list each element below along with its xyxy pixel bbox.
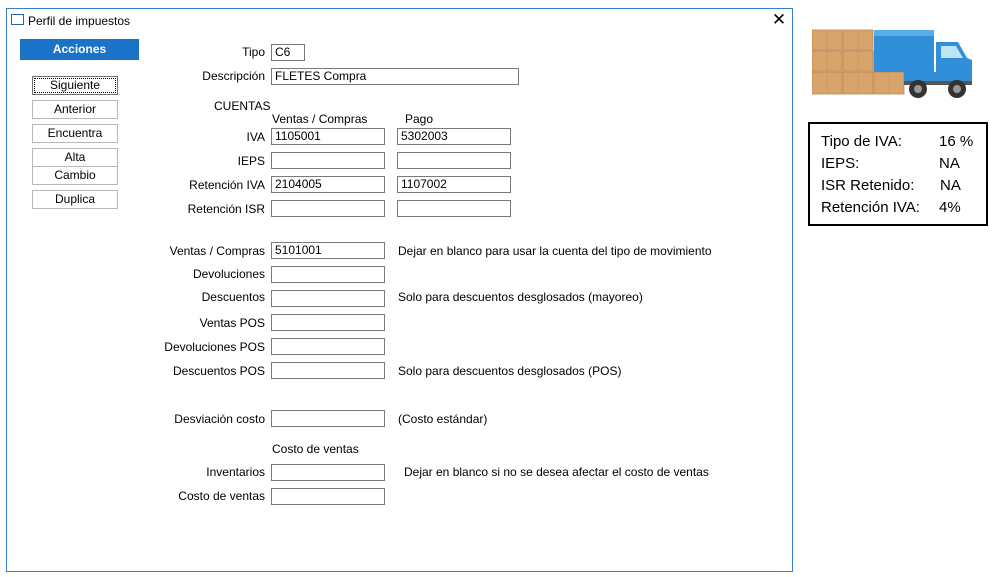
window-icon bbox=[11, 14, 24, 25]
descuentos-note: Solo para descuentos desglosados (mayoreo) bbox=[398, 290, 643, 304]
desviacion-label: Desviación costo bbox=[174, 412, 265, 426]
costo-ventas-header: Costo de ventas bbox=[272, 442, 359, 456]
descuentos-pos-label: Descuentos POS bbox=[172, 364, 265, 378]
retencion-isr-pago-input[interactable] bbox=[397, 200, 511, 217]
truck-image bbox=[812, 24, 974, 102]
info-ieps-label: IEPS: bbox=[821, 155, 860, 172]
ventas-compras-label: Ventas / Compras bbox=[169, 244, 265, 258]
costo-ventas-input[interactable] bbox=[271, 488, 385, 505]
retencion-iva-ventas-input[interactable]: 2104005 bbox=[271, 176, 385, 193]
devoluciones-pos-input[interactable] bbox=[271, 338, 385, 355]
tax-info-box bbox=[808, 122, 988, 226]
actions-header: Acciones bbox=[20, 39, 139, 60]
info-isr-value: NA bbox=[940, 177, 961, 194]
descuentos-pos-note: Solo para descuentos desglosados (POS) bbox=[398, 364, 622, 378]
next-button[interactable]: Siguiente bbox=[32, 76, 118, 95]
ventas-pos-label: Ventas POS bbox=[199, 316, 265, 330]
duplicate-button[interactable]: Duplica bbox=[32, 190, 118, 209]
info-tipo-iva-value: 16 % bbox=[939, 133, 974, 150]
descripcion-input[interactable]: FLETES Compra bbox=[271, 68, 519, 85]
descripcion-label: Descripción bbox=[202, 69, 265, 83]
desviacion-note: (Costo estándar) bbox=[398, 412, 488, 426]
change-button[interactable]: Cambio bbox=[32, 166, 118, 185]
ieps-pago-input[interactable] bbox=[397, 152, 511, 169]
inventarios-note: Dejar en blanco si no se desea afectar el costo de ventas bbox=[404, 465, 709, 479]
info-ieps-value: NA bbox=[939, 155, 960, 172]
add-button[interactable]: Alta bbox=[32, 148, 118, 167]
ventas-compras-input[interactable]: 5101001 bbox=[271, 242, 385, 259]
retencion-iva-pago-input[interactable]: 1107002 bbox=[397, 176, 511, 193]
retencion-isr-ventas-input[interactable] bbox=[271, 200, 385, 217]
inventarios-input[interactable] bbox=[271, 464, 385, 481]
retencion-isr-label: Retención ISR bbox=[187, 202, 265, 216]
costo-ventas-label: Costo de ventas bbox=[178, 489, 265, 503]
inventarios-label: Inventarios bbox=[206, 465, 265, 479]
cuentas-header: CUENTAS bbox=[214, 99, 271, 113]
ieps-ventas-input[interactable] bbox=[271, 152, 385, 169]
info-isr-label: ISR Retenido: bbox=[821, 177, 915, 194]
iva-label: IVA bbox=[246, 130, 265, 144]
close-icon[interactable]: ✕ bbox=[771, 10, 787, 29]
descuentos-input[interactable] bbox=[271, 290, 385, 307]
iva-ventas-input[interactable]: 1105001 bbox=[271, 128, 385, 145]
window-title: Perfil de impuestos bbox=[28, 14, 131, 28]
previous-button[interactable]: Anterior bbox=[32, 100, 118, 119]
desviacion-input[interactable] bbox=[271, 410, 385, 427]
ventas-pos-input[interactable] bbox=[271, 314, 385, 331]
col-ventas-compras: Ventas / Compras bbox=[272, 112, 368, 126]
info-retencion-iva-value: 4% bbox=[939, 199, 961, 216]
ieps-label: IEPS bbox=[237, 154, 265, 168]
iva-pago-input[interactable]: 5302003 bbox=[397, 128, 511, 145]
descuentos-label: Descuentos bbox=[201, 290, 265, 304]
find-button[interactable]: Encuentra bbox=[32, 124, 118, 143]
devoluciones-pos-label: Devoluciones POS bbox=[164, 340, 265, 354]
ventas-compras-note: Dejar en blanco para usar la cuenta del tipo de movimiento bbox=[398, 244, 712, 258]
devoluciones-label: Devoluciones bbox=[192, 267, 265, 281]
devoluciones-input[interactable] bbox=[271, 266, 385, 283]
tipo-input[interactable]: C6 bbox=[271, 44, 305, 61]
retencion-iva-label: Retención IVA bbox=[189, 178, 265, 192]
info-retencion-iva-label: Retención IVA: bbox=[821, 199, 920, 216]
descuentos-pos-input[interactable] bbox=[271, 362, 385, 379]
col-pago: Pago bbox=[405, 112, 434, 126]
info-tipo-iva-label: Tipo de IVA: bbox=[821, 133, 902, 150]
tax-profile-window bbox=[6, 8, 793, 572]
tipo-label: Tipo bbox=[242, 45, 265, 59]
